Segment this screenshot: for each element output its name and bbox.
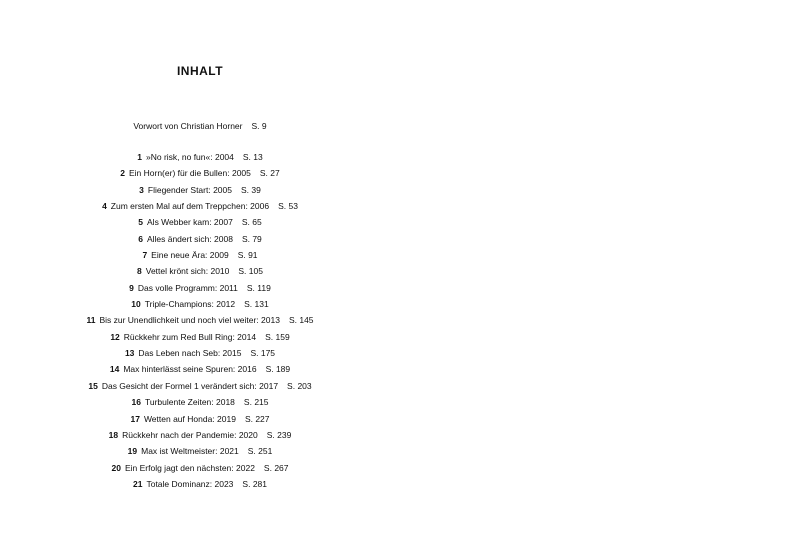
- chapter-number: 11: [86, 315, 96, 326]
- toc-entry-chapter-13: [0, 345, 400, 361]
- chapter-page: S. 251: [247, 446, 273, 457]
- chapter-title: Bis zur Unendlichkeit und noch viel weiter: 2013: [99, 315, 280, 326]
- chapter-number: 7: [142, 250, 148, 261]
- chapter-page: S. 65: [241, 217, 262, 228]
- toc-entry-chapter-1: [0, 149, 400, 165]
- chapter-page: S. 119: [246, 282, 271, 293]
- chapter-title: Max hinterlässt seine Spuren: 2016: [123, 364, 257, 375]
- chapter-number: 1: [137, 152, 142, 162]
- chapter-title: Wetten auf Honda: 2019: [143, 413, 236, 424]
- chapter-title: Turbulente Zeiten: 2018: [144, 397, 235, 408]
- chapter-title: Eine neue Ära: 2009: [151, 250, 229, 261]
- chapter-title: Ein Horn(er) für die Bullen: 2005: [128, 168, 251, 179]
- chapter-title: Rückkehr nach der Pandemie: 2020: [122, 429, 258, 440]
- chapter-page: S. 189: [265, 364, 291, 375]
- chapter-title: Max ist Weltmeister: 2021: [141, 446, 239, 457]
- chapter-title: Triple-Champions: 2012: [144, 299, 236, 310]
- chapter-number: 2: [120, 168, 125, 179]
- chapter-number: 21: [133, 478, 143, 489]
- table-of-contents: [0, 149, 400, 492]
- chapter-number: 8: [137, 266, 142, 277]
- chapter-page: S. 175: [250, 348, 276, 359]
- chapter-page: S. 281: [242, 478, 267, 489]
- chapter-title: Zum ersten Mal auf dem Treppchen: 2006: [110, 201, 270, 212]
- chapter-number: 6: [138, 233, 143, 244]
- chapter-title: Rückkehr zum Red Bull Ring: 2014: [123, 331, 257, 342]
- toc-entry-chapter-3: [0, 182, 400, 198]
- chapter-title: Ein Erfolg jagt den nächsten: 2022: [124, 462, 255, 473]
- chapter-page: S. 13: [242, 152, 263, 162]
- chapter-number: 17: [130, 413, 140, 424]
- preface-title: Vorwort von Christian Horner: [133, 121, 243, 131]
- toc-entry-chapter-15: [0, 378, 400, 394]
- toc-entry-chapter-19: [0, 443, 400, 459]
- chapter-page: S. 91: [237, 250, 258, 261]
- chapter-page: S. 53: [278, 201, 298, 212]
- toc-entry-chapter-20: [0, 460, 400, 476]
- chapter-title: Das Leben nach Seb: 2015: [138, 348, 242, 359]
- chapter-page: S. 159: [265, 331, 290, 342]
- chapter-page: S. 267: [263, 462, 289, 473]
- chapter-number: 4: [102, 201, 107, 212]
- chapter-page: S. 145: [288, 315, 314, 326]
- chapter-page: S. 39: [240, 184, 261, 195]
- chapter-number: 18: [108, 429, 119, 440]
- chapter-title: Das Gesicht der Formel 1 verändert sich: 2017: [101, 380, 279, 391]
- toc-entry-chapter-4: [0, 198, 400, 214]
- chapter-page: S. 27: [259, 168, 280, 179]
- chapter-title: Als Webber kam: 2007: [147, 217, 233, 228]
- chapter-number: 15: [88, 380, 98, 391]
- toc-entry-chapter-18: [0, 427, 400, 443]
- toc-entry-chapter-16: [0, 394, 400, 410]
- chapter-number: 13: [124, 348, 135, 359]
- chapter-title: Fliegender Start: 2005: [147, 184, 232, 195]
- toc-entry-chapter-2: [0, 165, 400, 181]
- chapter-page: S. 227: [244, 413, 270, 424]
- chapter-number: 12: [110, 331, 120, 342]
- chapter-title: Alles ändert sich: 2008: [146, 233, 233, 244]
- chapter-page: S. 215: [243, 397, 269, 408]
- toc-entry-chapter-6: [0, 231, 400, 247]
- chapter-number: 19: [127, 446, 138, 457]
- toc-entry-chapter-8: [0, 263, 400, 279]
- chapter-title: Das volle Programm: 2011: [137, 282, 238, 293]
- preface-page: S. 9: [251, 121, 267, 131]
- toc-entry-chapter-17: [0, 411, 400, 427]
- toc-entry-chapter-21: [0, 476, 400, 492]
- chapter-number: 3: [139, 184, 144, 195]
- chapter-number: 9: [129, 282, 134, 293]
- chapter-page: S. 79: [241, 233, 262, 244]
- toc-entry-chapter-9: [0, 280, 400, 296]
- chapter-page: S. 131: [244, 299, 269, 310]
- toc-entry-chapter-5: [0, 214, 400, 230]
- chapter-title: »No risk, no fun«: 2004: [145, 152, 234, 162]
- chapter-number: 5: [138, 217, 144, 228]
- chapter-number: 14: [109, 364, 120, 375]
- toc-entry-chapter-12: [0, 329, 400, 345]
- toc-entry-chapter-10: [0, 296, 400, 312]
- chapter-number: 10: [131, 299, 141, 310]
- chapter-title: Totale Dominanz: 2023: [146, 478, 234, 489]
- chapter-page: S. 105: [238, 266, 263, 277]
- preface-entry: [0, 121, 400, 131]
- chapter-page: S. 203: [287, 380, 312, 391]
- toc-entry-chapter-14: [0, 361, 400, 377]
- toc-entry-chapter-11: [0, 312, 400, 328]
- chapter-title: Vettel krönt sich: 2010: [145, 266, 230, 277]
- chapter-number: 16: [131, 397, 141, 408]
- chapter-number: 20: [111, 462, 121, 473]
- page-title: INHALT: [176, 64, 224, 78]
- chapter-page: S. 239: [266, 429, 292, 440]
- toc-entry-chapter-7: [0, 247, 400, 263]
